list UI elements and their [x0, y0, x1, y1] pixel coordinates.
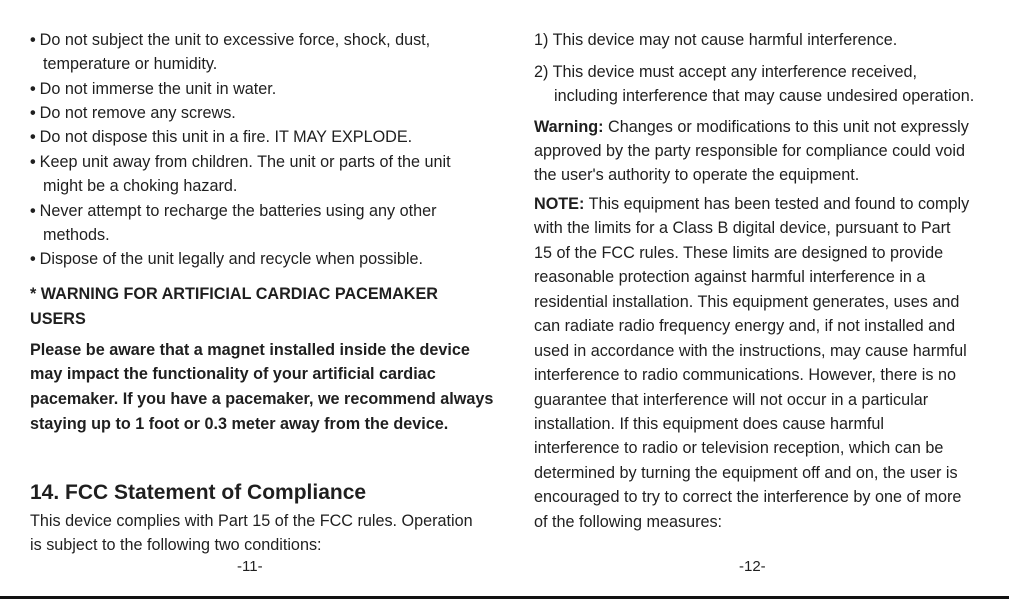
bullet-icon: •: [30, 31, 36, 49]
note-line: determined by turning the equipment off and on, the user is: [534, 464, 958, 482]
bullet-item: • Do not immerse the unit in water.: [30, 80, 277, 98]
note-line: can radiate radio frequency energy and, if not installed and: [534, 317, 956, 335]
bullet-item: • Never attempt to recharge the batteries using any other: [30, 202, 437, 220]
pacemaker-warning-body: pacemaker. If you have a pacemaker, we recommend always: [30, 390, 494, 408]
bullet-item: • Dispose of the unit legally and recycle when possible.: [30, 250, 423, 268]
warning-paragraph: Warning: Changes or modifications to this unit not expressly: [534, 118, 969, 136]
condition-item: 1) This device may not cause harmful interference.: [534, 31, 898, 49]
note-line: of the following measures:: [534, 513, 723, 531]
condition-continuation: including interference that may cause undesired operation.: [554, 87, 975, 105]
bullet-icon: •: [30, 202, 36, 220]
note-line: interference to radio communications. However, there is no: [534, 366, 956, 384]
bullet-item: • Keep unit away from children. The unit or parts of the unit: [30, 153, 451, 171]
left-page: [30, 0, 494, 599]
pacemaker-warning-heading: * WARNING FOR ARTIFICIAL CARDIAC PACEMAKER: [30, 285, 438, 303]
bullet-item: • Do not subject the unit to excessive force, shock, dust,: [30, 31, 431, 49]
pacemaker-warning-body: may impact the functionality of your artificial cardiac: [30, 365, 436, 383]
bullet-item: • Do not remove any screws.: [30, 104, 236, 122]
warning-line: the user's authority to operate the equipment.: [534, 166, 860, 184]
bullet-continuation: methods.: [43, 226, 110, 244]
bullet-icon: •: [30, 153, 36, 171]
note-line: residential installation. This equipment generates, uses and: [534, 293, 960, 311]
warning-label: Warning:: [534, 118, 604, 136]
section-body: is subject to the following two conditions:: [30, 536, 322, 554]
bullet-icon: •: [30, 250, 36, 268]
bullet-icon: •: [30, 128, 36, 146]
note-line: guarantee that interference will not occur in a particular: [534, 391, 929, 409]
pacemaker-warning-body: Please be aware that a magnet installed inside the device: [30, 341, 470, 359]
pacemaker-warning-heading: USERS: [30, 310, 86, 328]
note-line: encouraged to try to correct the interference by one of more: [534, 488, 962, 506]
note-paragraph: NOTE: This equipment has been tested and found to comply: [534, 195, 970, 213]
section-title: 14. FCC Statement of Compliance: [30, 481, 367, 504]
right-page: [534, 0, 989, 599]
condition-item: 2) This device must accept any interference received,: [534, 63, 917, 81]
note-line: installation. If this equipment does cause harmful: [534, 415, 885, 433]
note-label: NOTE:: [534, 195, 585, 213]
note-line: interference to radio or television reception, which can be: [534, 439, 944, 457]
bullet-continuation: temperature or humidity.: [43, 55, 218, 73]
page-number: -12-: [739, 558, 766, 575]
bullet-continuation: might be a choking hazard.: [43, 177, 238, 195]
warning-line: approved by the party responsible for compliance could void: [534, 142, 966, 160]
note-line: 15 of the FCC rules. These limits are designed to provide: [534, 244, 944, 262]
note-line: used in accordance with the instructions, may cause harmful: [534, 342, 967, 360]
note-line: reasonable protection against harmful interference in a: [534, 268, 926, 286]
pacemaker-warning-body: staying up to 1 foot or 0.3 meter away from the device.: [30, 415, 449, 433]
bullet-icon: •: [30, 80, 36, 98]
section-body: This device complies with Part 15 of the FCC rules. Operation: [30, 512, 473, 530]
page-number: -11-: [237, 558, 263, 575]
bullet-icon: •: [30, 104, 36, 122]
bullet-item: • Do not dispose this unit in a fire. IT MAY EXPLODE.: [30, 128, 413, 146]
note-line: with the limits for a Class B digital device, pursuant to Part: [534, 219, 951, 237]
